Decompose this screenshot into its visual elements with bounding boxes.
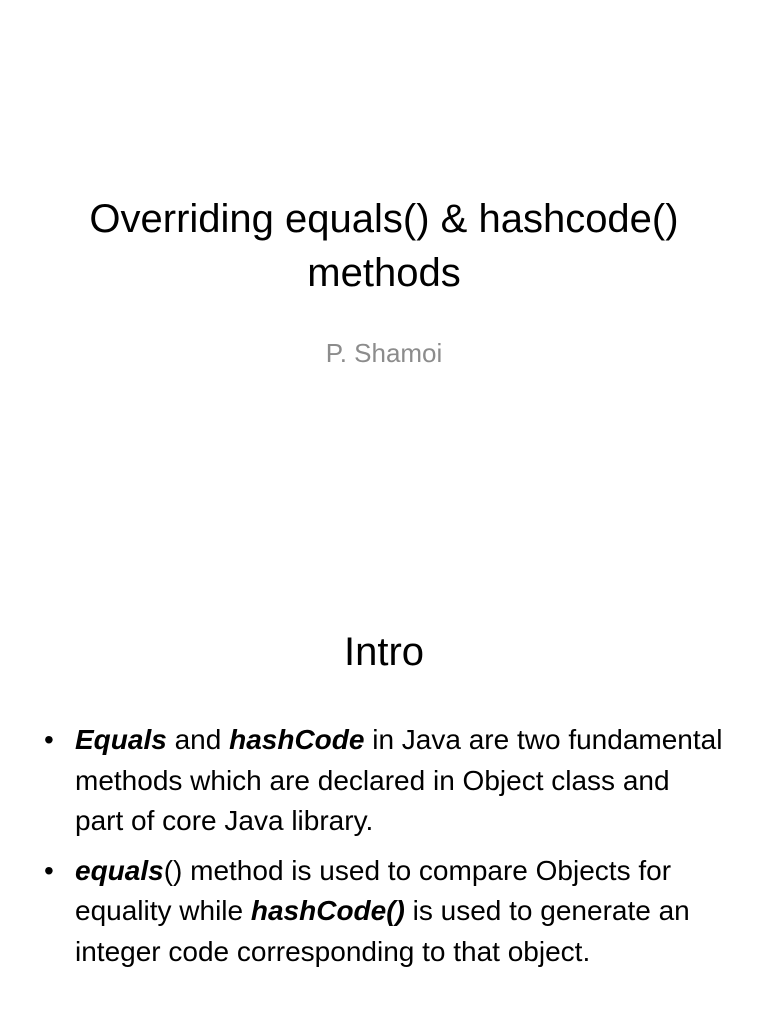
bullet-text: is used to generate an integer code corresponding to that object. — [75, 895, 690, 967]
term-hashcode: hashCode() — [250, 895, 405, 926]
bullet-list — [44, 720, 724, 981]
intro-slide — [0, 576, 768, 1024]
intro-heading: Intro — [343, 630, 425, 674]
bullet-icon: • — [44, 854, 54, 886]
bullet-item-equals-hashcode — [44, 720, 724, 842]
bullet-text: and — [166, 724, 230, 755]
term-equals: equals — [75, 854, 164, 886]
term-equals: Equals — [75, 724, 167, 755]
bullet-item-purpose — [44, 851, 724, 973]
bullet-text: in Java are two fundamental methods which are declared in Object class and part of core Java library. — [75, 724, 723, 836]
bullet-text: () method is used to compare Objects for equality while — [75, 854, 672, 926]
slide-title: Overriding equals() & hashcode() methods — [89, 197, 679, 295]
term-hashcode: hashCode — [229, 724, 365, 755]
author-subtitle: P. Shamoi — [325, 338, 443, 368]
bullet-icon: • — [44, 724, 54, 755]
